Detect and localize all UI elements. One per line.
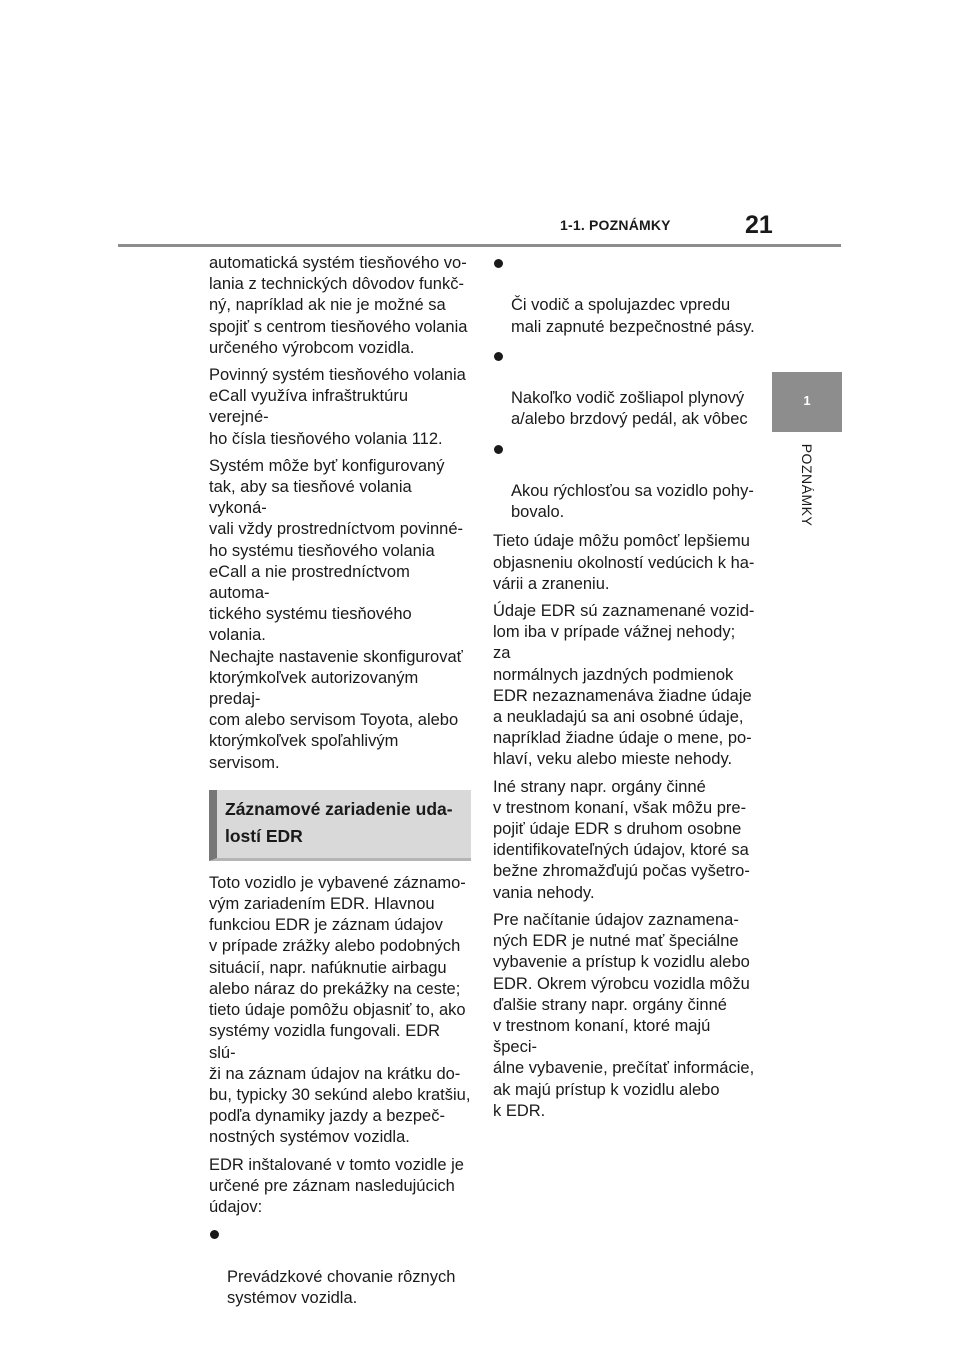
bullet-icon: [494, 445, 503, 454]
chapter-side-label: POZNÁMKY: [799, 443, 815, 527]
header-rule: [118, 244, 841, 247]
paragraph: Toto vozidlo je vybavené záznamo- vým zariadením EDR. Hlavnou funkciou EDR je záznam údajov v prípade zrážky alebo podobných situácií, napr. nafúknutie airbagu alebo náraz do prekážky na ceste; tieto údaje pomôžu objasniť to, ako systémy vozidla fungovali. EDR slú- ži na záznam údajov na krátku do- bu, typicky 30 sekúnd alebo kratšiu, podľa dynamiky jazdy a bezpeč- nostných systémov vozidla.: [209, 873, 471, 1147]
chapter-number: 1: [803, 393, 811, 408]
bullet-icon: [494, 352, 503, 361]
paragraph: EDR inštalované v tomto vozidle je určené pre záznam nasledujúcich údajov:: [209, 1155, 464, 1216]
bullet-icon: [494, 259, 503, 268]
bullet-item: [209, 1224, 471, 1309]
paragraph: Údaje EDR sú zaznamenané vozid- lom iba v prípade vážnej nehody; za normálnych jazdných podmienok EDR nezaznamenáva žiadne údaje a neukladajú sa ani osobné údaje, napríklad žiadne údaje o mene, po- hlaví, veku alebo mieste nehody.: [493, 602, 755, 769]
right-column: [493, 253, 755, 1128]
running-header-section: 1-1. POZNÁMKY: [560, 217, 671, 233]
page-number: 21: [745, 211, 773, 239]
paragraph: Povinný systém tiesňového volania eCall využíva infraštruktúru verejné- ho čísla tiesňového volania 112.: [209, 366, 466, 448]
paragraph: Iné strany napr. orgány činné v trestnom konaní, však môžu pre- pojiť údaje EDR s druhom osobne identifikovateľných údajov, ktoré sa bežne zhromažďujú počas vyšetro- vania nehody.: [493, 777, 750, 902]
paragraph: Systém môže byť konfigurovaný tak, aby sa tiesňové volania vykoná- vali vždy prostredníctvom povinné- ho systému tiesňového volania eCall a nie prostredníctvom automa- tického systému tiesňového volania. Nechajte nastavenie skonfigurovať ktorýmkoľvek autorizovaným predaj- com alebo servisom Toyota, alebo ktorýmkoľvek spoľahlivým servisom.: [209, 456, 464, 772]
bullet-icon: [210, 1230, 219, 1239]
section-heading: Záznamové zariadenie uda- lostí EDR: [209, 790, 471, 861]
left-column: [209, 253, 471, 1317]
bullet-item: [493, 439, 755, 524]
bullet-text: Či vodič a spolujazdec vpredu mali zapnuté bezpečnostné pásy.: [511, 296, 755, 336]
paragraph: Pre načítanie údajov zaznamena- ných EDR je nutné mať špeciálne vybavenie a prístup k vozidlu alebo EDR. Okrem výrobcu vozidla môžu ďalšie strany napr. orgány činné v trestnom konaní, ktoré majú špeci- álne vybavenie, prečítať informácie, ak majú prístup k vozidlu alebo k EDR.: [493, 910, 755, 1120]
bullet-item: [493, 253, 755, 338]
paragraph: Tieto údaje môžu pomôcť lepšiemu objasneniu okolností vedúcich k ha- várii a zraneniu.: [493, 532, 755, 593]
bullet-text: Nakoľko vodič zošliapol plynový a/alebo brzdový pedál, ak vôbec: [511, 389, 748, 429]
paragraph: automatická systém tiesňového vo- lania z technických dôvodov funkč- ný, napríklad ak nie je možné sa spojiť s centrom tiesňového volania určeného výrobcom vozidla.: [209, 254, 468, 357]
bullet-text: Akou rýchlosťou sa vozidlo pohy- bovalo.: [511, 482, 754, 522]
chapter-tab: [772, 372, 842, 432]
bullet-item: [493, 346, 755, 431]
bullet-text: Prevádzkové chovanie rôznych systémov vozidla.: [227, 1267, 456, 1307]
